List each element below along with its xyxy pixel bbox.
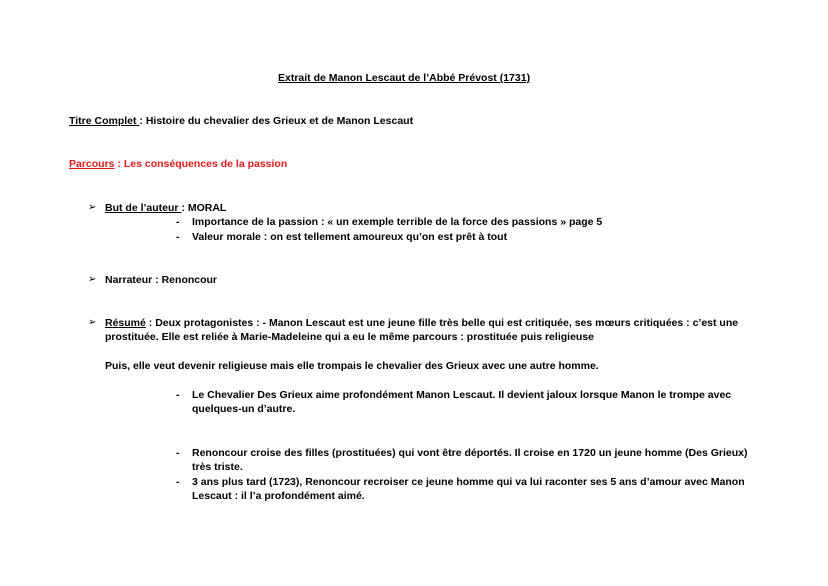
resume-label: Résumé: [105, 317, 146, 329]
titre-complet-line: [69, 114, 413, 128]
but-auteur-value: : MORAL: [181, 202, 227, 214]
dash-bullet-icon: -: [176, 447, 180, 459]
resume-item: Renoncour croise des filles (prostituées) qui vont être déportés. Il croise en 1720 un jeune homme (Des Grieux) très triste.: [192, 447, 748, 473]
resume-line-1: [105, 316, 738, 330]
arrow-bullet-icon: ➢: [88, 202, 97, 213]
narrateur-line: Narrateur : Renoncour: [105, 274, 218, 286]
resume-item: Le Chevalier Des Grieux aime profondément Manon Lescaut. Il devient jaloux lorsque Manon le trompe avec quelques-un d’autre.: [192, 389, 732, 415]
parcours-value: : Les conséquences de la passion: [114, 158, 288, 170]
resume-item: 3 ans plus tard (1723), Renoncour recroiser ce jeune homme qui va lui raconter ses 5 ans d’amour avec Manon Lescaut : il l’a profondément aimé.: [192, 476, 745, 502]
parcours-label: Parcours: [69, 158, 115, 170]
arrow-bullet-icon: ➢: [88, 317, 97, 328]
but-item: Importance de la passion : « un exemple terrible de la force des passions » page 5: [192, 216, 603, 228]
dash-bullet-icon: -: [176, 389, 180, 401]
titre-complet-value: : Histoire du chevalier des Grieux et de Manon Lescaut: [139, 115, 414, 127]
resume-text: : Deux protagonistes : - Manon Lescaut est une jeune fille très belle qui est critiquée, ses mœurs critiquées : c’est une: [145, 317, 739, 329]
dash-bullet-icon: -: [176, 476, 180, 488]
arrow-bullet-icon: ➢: [88, 274, 97, 285]
dash-bullet-icon: -: [176, 216, 180, 228]
but-item: Valeur morale : on est tellement amoureux qu’on est prêt à tout: [192, 231, 508, 243]
dash-bullet-icon: -: [176, 231, 180, 243]
but-auteur-label: But de l’auteur: [105, 202, 182, 214]
resume-line-2: prostituée. Elle est reliée à Marie-Madeleine qui a eu le même parcours : prostituée puis religieuse: [105, 331, 594, 343]
but-auteur-line: [105, 201, 226, 215]
document-title: Extrait de Manon Lescaut de l’Abbé Prévost (1731): [278, 72, 531, 84]
parcours-line: [69, 157, 287, 171]
titre-complet-label: Titre Complet: [69, 115, 140, 127]
resume-puis: Puis, elle veut devenir religieuse mais elle trompais le chevalier des Grieux avec une autre homme.: [105, 360, 599, 372]
